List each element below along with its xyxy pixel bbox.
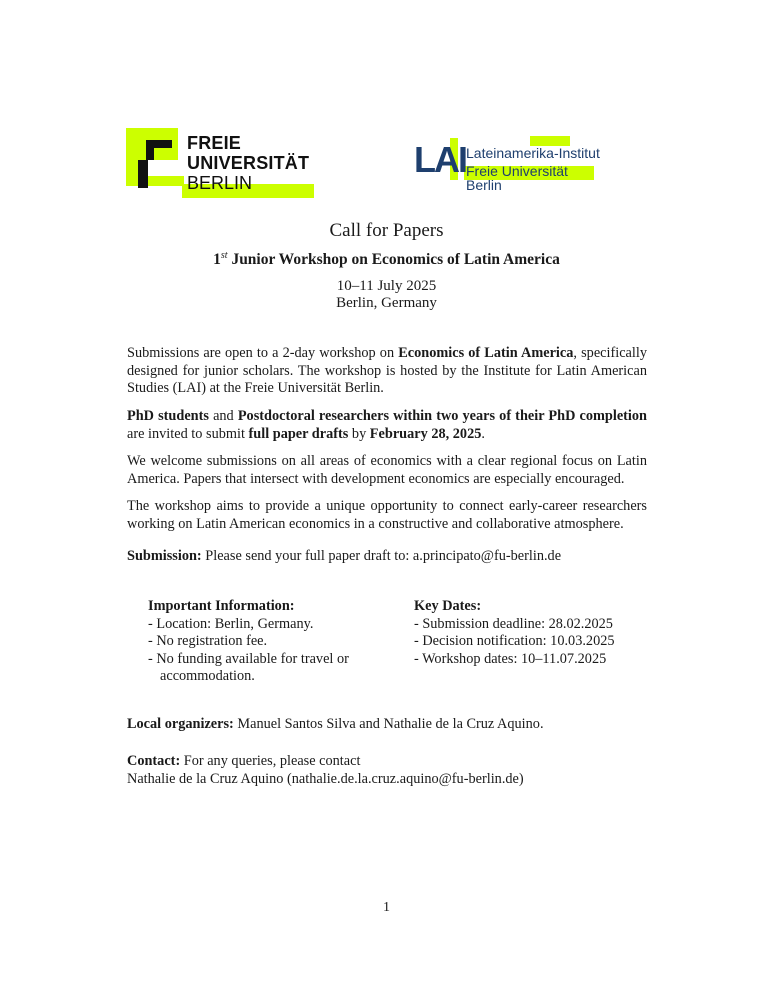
p2-and: and [208, 408, 238, 424]
page-number: 1 [383, 900, 390, 915]
lai-logo-line1: Lateinamerika-Institut [466, 145, 600, 161]
scope-paragraph: We welcome submissions on all areas of economics with a clear regional focus on Latin America. Papers that intersect with development economics are especially encouraged. [127, 453, 647, 487]
p2-drafts: full paper drafts [248, 425, 349, 442]
p2-phd: PhD students [127, 408, 209, 424]
lai-logo [414, 136, 604, 193]
list-item: - Decision notification: 10.03.2025 [414, 633, 615, 649]
fu-logo-line1: FREIE [187, 133, 242, 153]
list-item: - No funding available for travel or accommodation. [148, 650, 349, 684]
aim-paragraph: The workshop aims to provide a unique opportunity to connect early-career researchers working on Latin American economics in a constructive and collaborative atmosphere. [127, 498, 647, 532]
workshop-dates: 10–11 July 2025 [336, 278, 437, 294]
p2-deadline: February 28, 2025 [369, 425, 482, 442]
list-item: - Submission deadline: 28.02.2025 [414, 615, 613, 632]
ordinal-sup: st [220, 250, 228, 261]
important-information [148, 598, 388, 686]
list-item: - Location: Berlin, Germany. [148, 615, 314, 632]
p1-text-c: , specifically designed for junior scholars. The workshop is hosted by the Institute for Latin American Studies (LAI) at the Freie Universität Berlin. [127, 345, 647, 396]
submission-label: Submission: [127, 548, 202, 564]
lai-logo-line2: Freie Universität Berlin [466, 163, 568, 193]
important-heading: Important Information: [148, 598, 295, 614]
p2-period: . [481, 425, 485, 442]
list-item: - Workshop dates: 10–11.07.2025 [414, 650, 607, 667]
contact-text: For any queries, please contact [183, 753, 361, 769]
p1-topic: Economics of Latin America [398, 345, 574, 361]
contact-block [127, 753, 647, 788]
intro-paragraph [127, 345, 647, 398]
key-dates-heading: Key Dates: [414, 598, 482, 614]
subtitle-text: Junior Workshop on Economics of Latin America [231, 251, 560, 269]
key-dates [414, 598, 654, 668]
workshop-location: Berlin, Germany [336, 295, 437, 311]
organizers-text: Manuel Santos Silva and Nathalie de la Cruz Aquino. [237, 716, 544, 732]
eligibility-paragraph [127, 408, 647, 443]
p2-by: by [348, 425, 370, 442]
page-title: Call for Papers [329, 220, 444, 241]
contact-email-line: Nathalie de la Cruz Aquino (nathalie.de.la.cruz.aquino@fu-berlin.de) [127, 770, 524, 787]
submission-text: Please send your full paper draft to: a.principato@fu-berlin.de [205, 548, 562, 564]
key-dates-list [414, 616, 654, 669]
organizers-line [127, 716, 647, 734]
organizers-label: Local organizers: [127, 716, 234, 732]
important-list [148, 616, 388, 686]
submission-line [127, 548, 647, 566]
p2-submit: are invited to submit [127, 425, 249, 442]
p1-text-a: Submissions are open to a 2-day workshop on [127, 345, 399, 361]
contact-label: Contact: [127, 753, 181, 769]
fu-logo-line2: UNIVERSITÄT [187, 153, 310, 173]
p2-postdoc: Postdoctoral researchers within two years of their PhD completion [237, 408, 648, 424]
fu-berlin-logo [126, 128, 316, 200]
ordinal: 1 [213, 251, 221, 269]
fu-logo-line3: BERLIN [187, 173, 253, 193]
lai-logo-mark: LAI [414, 139, 466, 180]
list-item: - No registration fee. [148, 633, 268, 649]
workshop-subtitle [0, 250, 773, 269]
